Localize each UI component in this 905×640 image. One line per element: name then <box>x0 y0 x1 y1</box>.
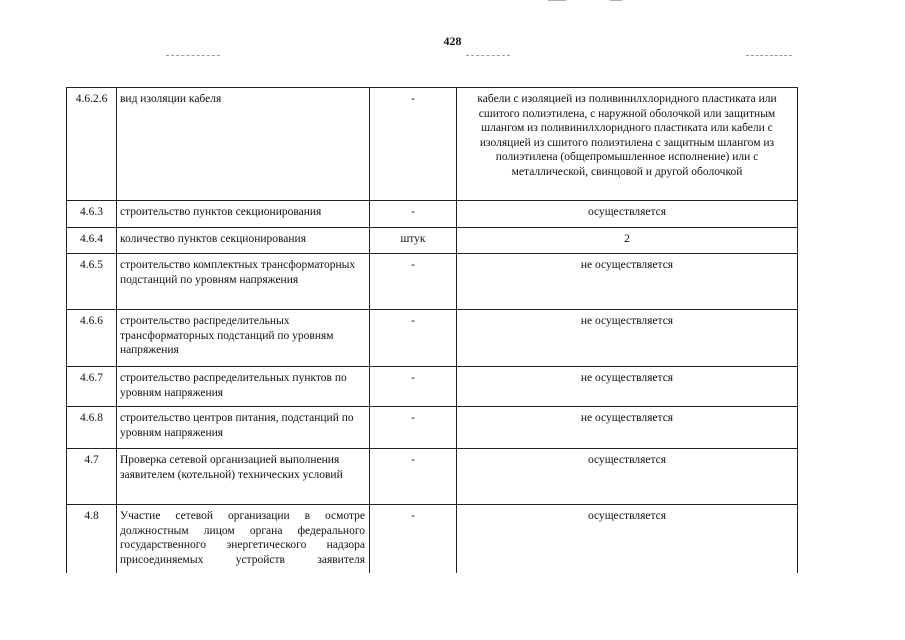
table-row <box>67 310 798 367</box>
scan-artifact-left <box>166 55 220 59</box>
row-value: не осуществляется <box>457 407 798 449</box>
row-description: вид изоляции кабеля <box>117 88 370 201</box>
table-row <box>67 449 798 505</box>
row-number: 4.6.4 <box>67 228 117 254</box>
row-unit: - <box>370 88 457 201</box>
row-value: осуществляется <box>457 449 798 505</box>
row-unit: - <box>370 201 457 228</box>
row-value: кабели с изоляцией из поливинилхлоридного пластиката или сшитого полиэтилена, с наружной оболочкой или защитным шлангом из поливинилхлоридного пластиката или кабели с изоляцией из сшитого полиэтилена с защитным шлангом из полиэтилена (общепромышленное исполнение) или с металлической, свинцовой и другой оболочкой <box>457 88 798 201</box>
row-number: 4.6.3 <box>67 201 117 228</box>
row-description: строительство центров питания, подстанций по уровням напряжения <box>117 407 370 449</box>
row-number: 4.6.6 <box>67 310 117 367</box>
row-number: 4.6.8 <box>67 407 117 449</box>
row-value: осуществляется <box>457 505 798 573</box>
table-row <box>67 228 798 254</box>
row-unit: штук <box>370 228 457 254</box>
row-description: Участие сетевой организации в осмотре должностным лицом органа федерального государственного энергетического надзора присоединяемых устройств заявителя <box>117 505 370 573</box>
scan-edge-mark <box>610 0 622 1</box>
row-number: 4.6.5 <box>67 254 117 310</box>
row-number: 4.7 <box>67 449 117 505</box>
row-unit: - <box>370 367 457 407</box>
specification-table <box>66 87 798 573</box>
table-row <box>67 201 798 228</box>
row-unit: - <box>370 254 457 310</box>
row-description: строительство распределительных пунктов по уровням напряжения <box>117 367 370 407</box>
row-value: осуществляется <box>457 201 798 228</box>
row-description: строительство комплектных трансформаторных подстанций по уровням напряжения <box>117 254 370 310</box>
row-description: Проверка сетевой организацией выполнения заявителем (котельной) технических условий <box>117 449 370 505</box>
row-value: не осуществляется <box>457 367 798 407</box>
row-unit: - <box>370 310 457 367</box>
row-unit: - <box>370 407 457 449</box>
row-number: 4.6.2.6 <box>67 88 117 201</box>
row-value: не осуществляется <box>457 310 798 367</box>
row-number: 4.8 <box>67 505 117 573</box>
scan-edge-mark <box>548 0 566 1</box>
row-unit: - <box>370 449 457 505</box>
row-value: 2 <box>457 228 798 254</box>
table-row <box>67 367 798 407</box>
table-row <box>67 505 798 573</box>
scan-artifact-right <box>746 55 792 59</box>
row-unit: - <box>370 505 457 573</box>
scan-artifact-center <box>466 55 510 59</box>
page-number: 428 <box>443 34 462 48</box>
row-description: строительство распределительных трансформаторных подстанций по уровням напряжения <box>117 310 370 367</box>
table-row <box>67 407 798 449</box>
table-row <box>67 254 798 310</box>
row-description: строительство пунктов секционирования <box>117 201 370 228</box>
table-row <box>67 88 798 201</box>
row-description: количество пунктов секционирования <box>117 228 370 254</box>
row-number: 4.6.7 <box>67 367 117 407</box>
row-value: не осуществляется <box>457 254 798 310</box>
